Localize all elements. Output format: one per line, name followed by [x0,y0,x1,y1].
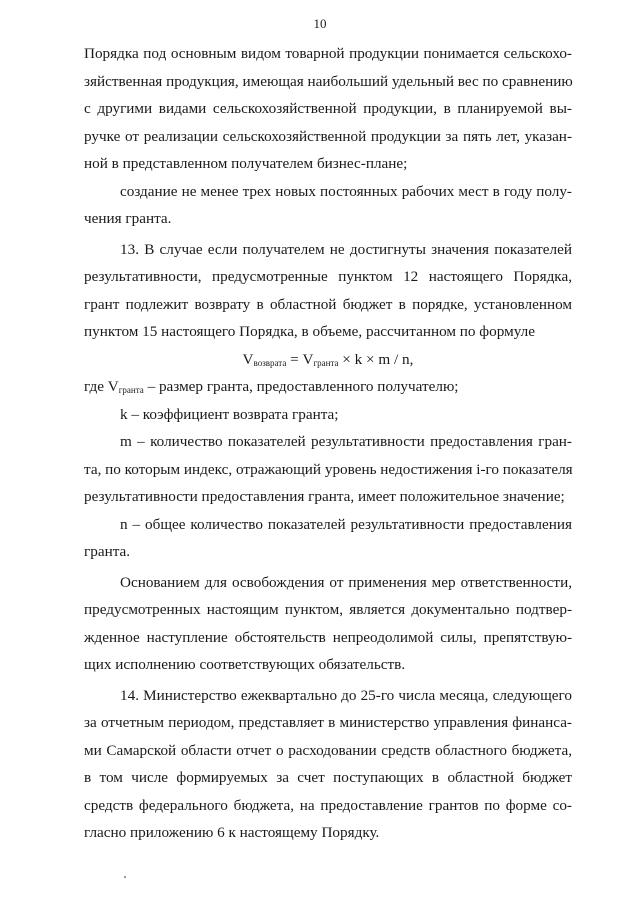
text-line: создание не менее трех новых постоянных рабочих мест в году полу- [120,182,572,200]
text-line: результативности предоставления гранта, имеет положительное значение; [84,488,565,505]
text-line: k – коэффициент возврата гранта; [120,405,339,423]
text-line: предусмотренных настоящим пунктом, является документально подтвер- [84,601,572,618]
text-line: Основанием для освобождения от применения мер ответственности, [120,573,572,591]
page-number: 10 [313,16,327,31]
text-line: пунктом 15 настоящего Порядка, в объеме, рассчитанном по формуле [84,323,535,340]
text-line: за отчетным периодом, представляет в министерство управления финанса- [84,714,572,731]
text-line: средств федерального бюджета, на предоставление грантов по форме со- [84,796,572,814]
text-line: та, по которым индекс, отражающий уровень недостижения i-го показателя [84,460,573,478]
text-line: грант подлежит возврату в областной бюджет в порядке, установленном [84,295,572,313]
text-line: 13. В случае если получателем не достигнуты значения показателей [120,240,572,258]
document-body [84,40,572,847]
text-line: ми Самарской области отчет о расходовании средств областного бюджета, [84,741,572,759]
text-line: жденное наступление обстоятельств непреодолимой силы, препятствую- [84,628,572,646]
scan-speck [124,876,126,878]
text-line: гранта. [84,543,131,560]
text-line: ручке от реализации сельскохозяйственной продукции за пять лет, указан- [84,127,572,145]
text-line: чения гранта. [84,210,172,227]
text-line: n – общее количество показателей результативности предоставления [120,515,572,533]
text-line: Порядка под основным видом товарной продукции понимается сельскохо- [84,45,572,62]
text-line: ной в представленном получателем бизнес-плане; [84,155,408,172]
text-line: с другими видами сельскохозяйственной продукции, в планируемой вы- [84,100,572,117]
formula: $V_{возврата} = V_{гранта} \times k \times m / n$, [242,350,414,368]
text-line: 14. Министерство ежеквартально до 25-го числа месяца, следующего [120,686,572,704]
text-line: гласно приложению 6 к настоящему Порядку. [84,824,380,841]
text-line: m – количество показателей результативности предоставления гран- [120,433,572,450]
text-line: щих исполнению соответствующих обязательств. [84,656,406,673]
text-line: в том числе формируемых за счет поступающих в областной бюджет [84,769,572,786]
where-line: где $V_{гранта}$ – размер гранта, предоставленного получателю; [84,378,459,395]
text-line: зяйственная продукция, имеющая наибольший удельный вес по сравнению [84,72,573,90]
text-line: результативности, предусмотренные пунктом 12 настоящего Порядка, [84,268,572,285]
